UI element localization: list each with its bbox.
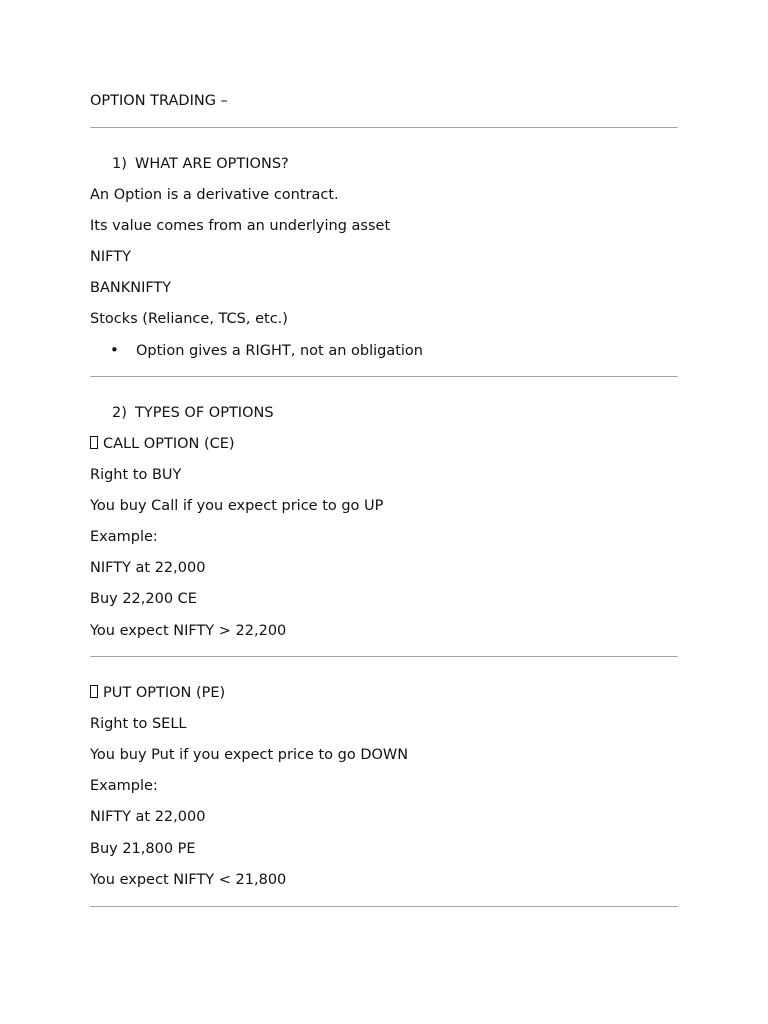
section-1-title: WHAT ARE OPTIONS? bbox=[135, 156, 289, 172]
put-option-line: You buy Put if you expect price to go DOWN bbox=[90, 747, 409, 763]
section-1-heading bbox=[112, 155, 289, 173]
section-2-number: 2) bbox=[112, 405, 127, 421]
call-option-line: NIFTY at 22,000 bbox=[90, 560, 206, 576]
put-option-line: You expect NIFTY < 21,800 bbox=[90, 872, 287, 888]
missing-glyph-icon bbox=[90, 685, 98, 698]
bullet-icon: • bbox=[110, 341, 119, 359]
section-2-title: TYPES OF OPTIONS bbox=[135, 405, 274, 421]
bullet-text: Option gives a RIGHT, not an obligation bbox=[136, 343, 423, 359]
section-1-line: Its value comes from an underlying asset bbox=[90, 218, 391, 234]
document-title: OPTION TRADING – bbox=[90, 93, 228, 109]
call-option-title: CALL OPTION (CE) bbox=[103, 436, 235, 452]
divider bbox=[90, 656, 678, 657]
put-option-line: NIFTY at 22,000 bbox=[90, 809, 206, 825]
call-option-line: You expect NIFTY > 22,200 bbox=[90, 623, 287, 639]
section-1-line: Stocks (Reliance, TCS, etc.) bbox=[90, 311, 288, 327]
section-1-line: BANKNIFTY bbox=[90, 280, 172, 296]
put-option-title: PUT OPTION (PE) bbox=[103, 685, 226, 701]
section-1-line: NIFTY bbox=[90, 249, 131, 265]
put-option-line: Buy 21,800 PE bbox=[90, 841, 196, 857]
call-option-line: Right to BUY bbox=[90, 467, 182, 483]
call-option-line: You buy Call if you expect price to go UP bbox=[90, 498, 384, 514]
divider bbox=[90, 127, 678, 128]
call-option-heading bbox=[90, 435, 235, 453]
bullet-item bbox=[110, 341, 423, 360]
call-option-line: Example: bbox=[90, 529, 158, 545]
put-option-heading bbox=[90, 684, 225, 702]
missing-glyph-icon bbox=[90, 436, 98, 449]
section-1-number: 1) bbox=[112, 156, 127, 172]
section-1-line: An Option is a derivative contract. bbox=[90, 187, 339, 203]
divider bbox=[90, 906, 678, 907]
put-option-line: Example: bbox=[90, 778, 158, 794]
call-option-line: Buy 22,200 CE bbox=[90, 591, 197, 607]
divider bbox=[90, 376, 678, 377]
put-option-line: Right to SELL bbox=[90, 716, 187, 732]
section-2-heading bbox=[112, 404, 274, 422]
